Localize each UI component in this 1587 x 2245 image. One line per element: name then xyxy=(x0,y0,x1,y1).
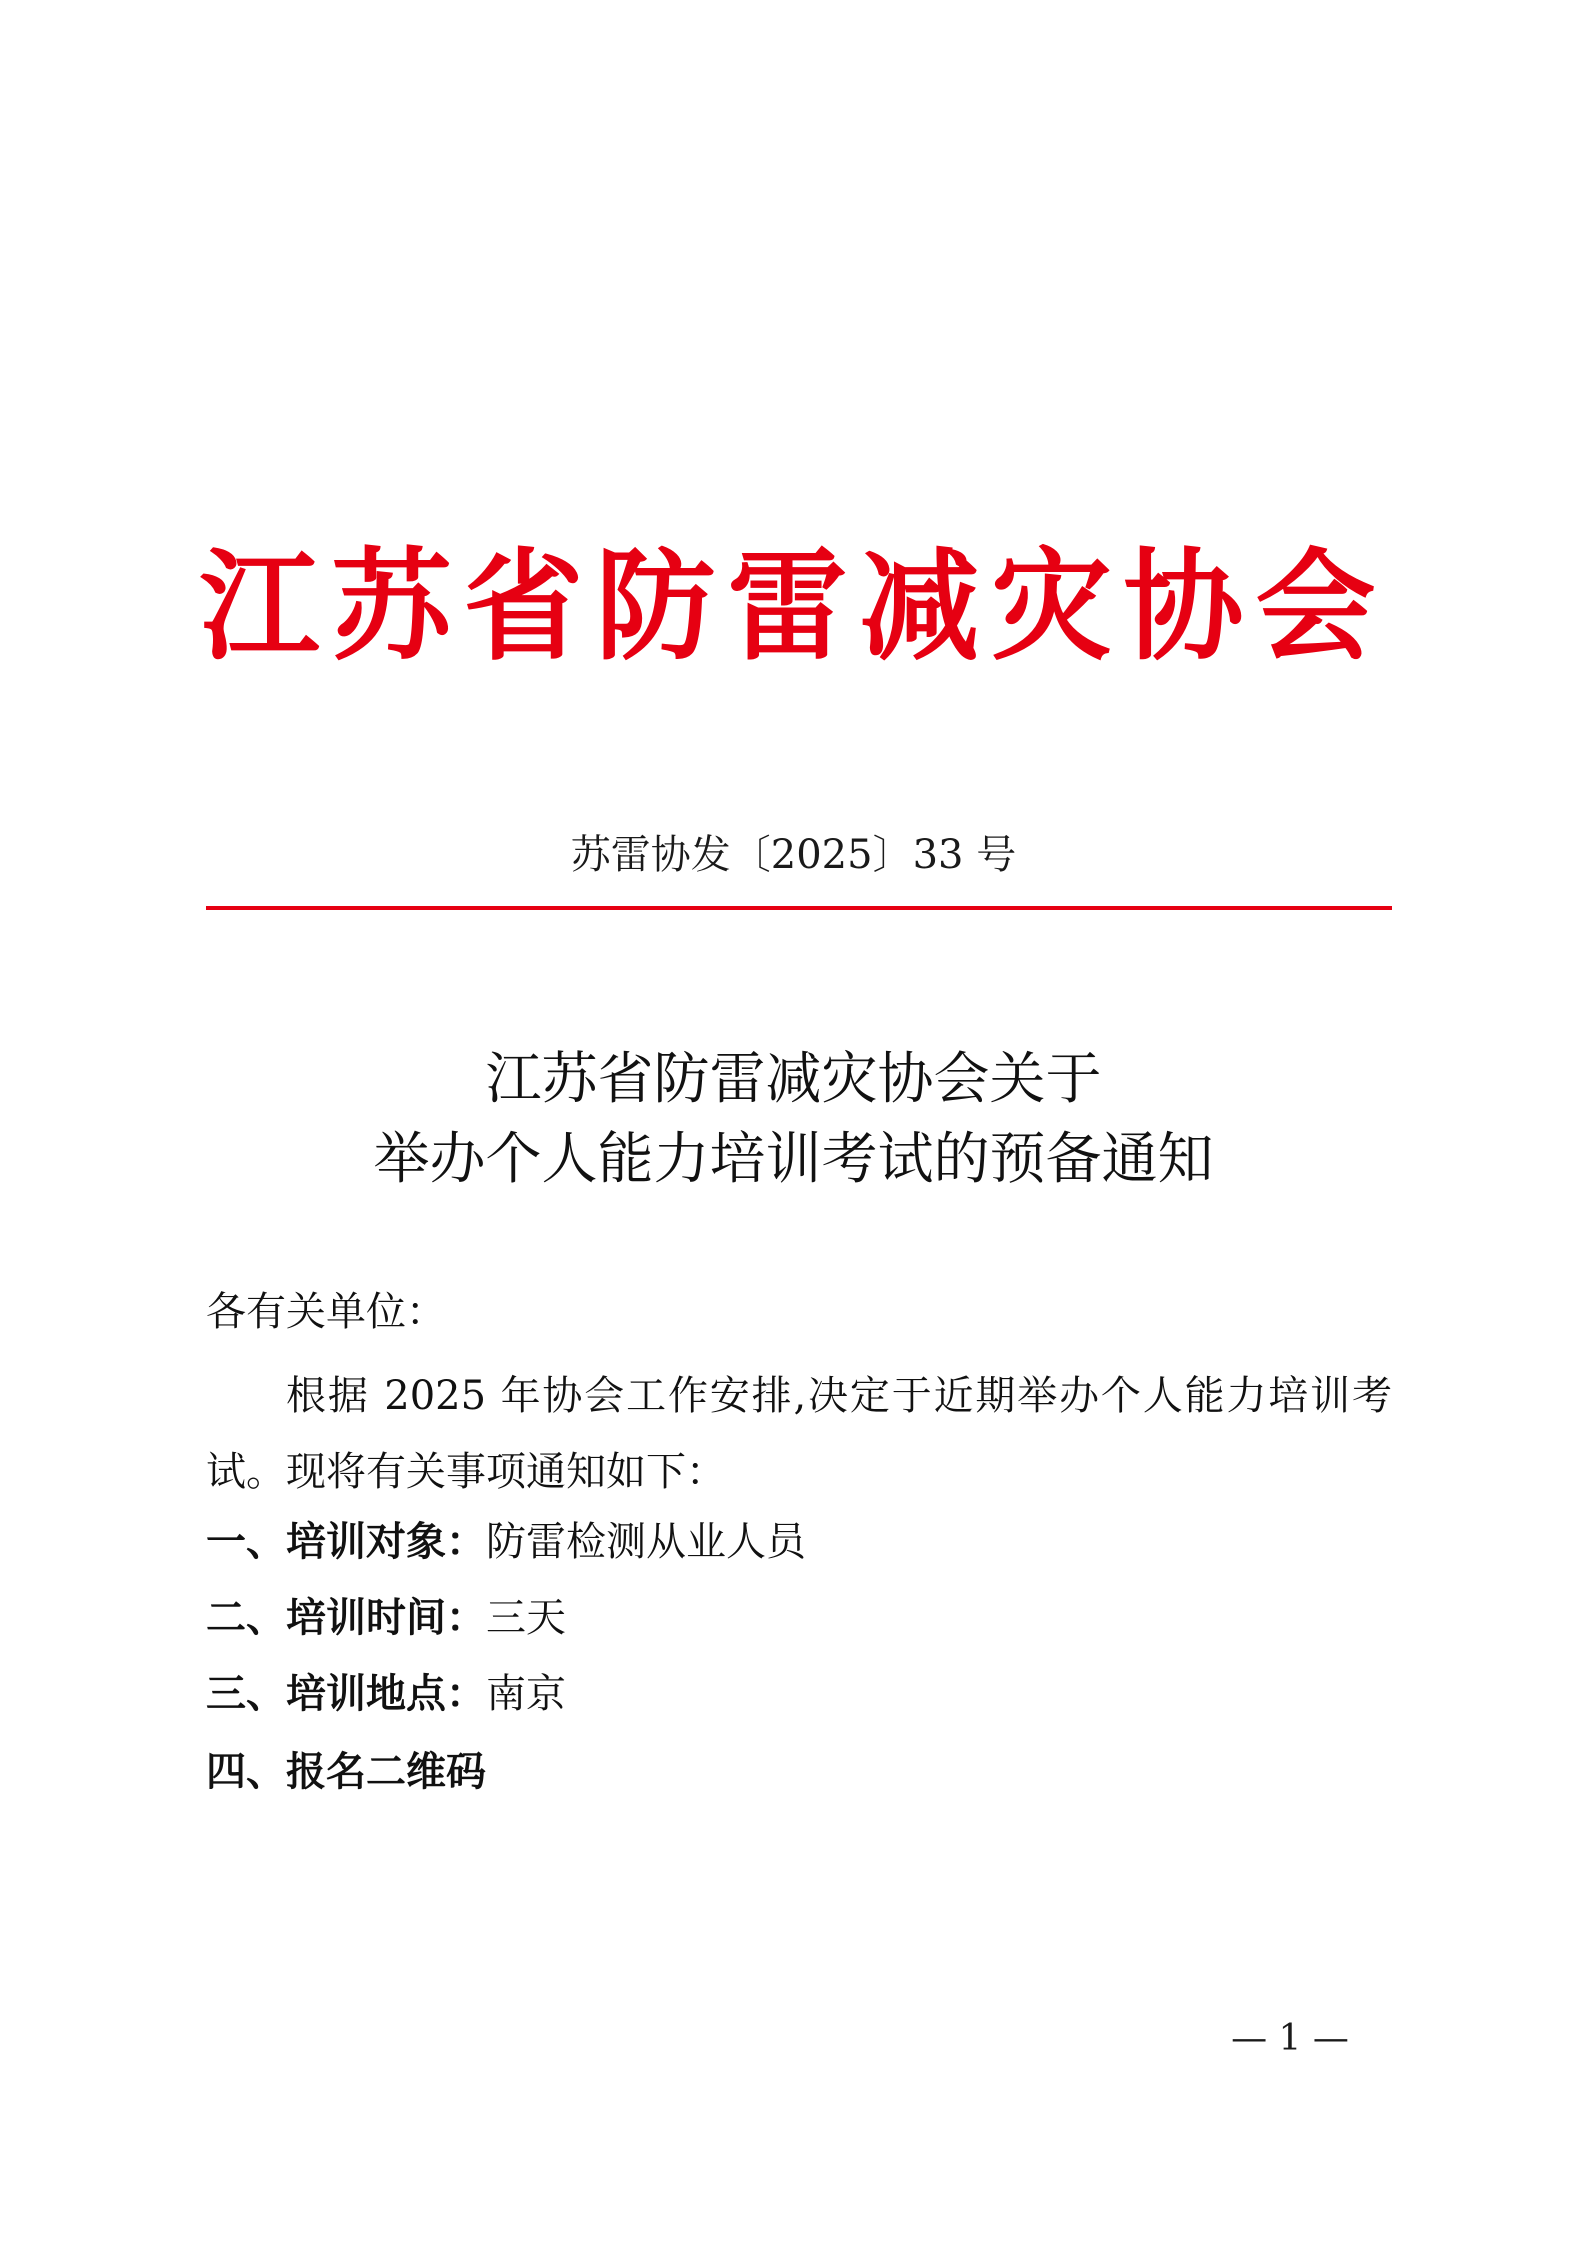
item-label: 一、培训对象： xyxy=(206,1519,486,1565)
intro-paragraph: 根据 2025 年协会工作安排,决定于近期举办个人能力培训考试。现将有关事项通知如下： xyxy=(206,1373,1392,1495)
salutation: 各有关单位： xyxy=(206,1289,446,1335)
item-training-time xyxy=(206,1588,1392,1648)
document-title-line-1: 江苏省防雷减灾协会关于 xyxy=(485,1047,1102,1112)
item-training-location xyxy=(206,1664,1392,1724)
document-title-line-2: 举办个人能力培训考试的预备通知 xyxy=(373,1127,1214,1192)
header-divider xyxy=(206,906,1392,910)
item-label: 二、培训时间： xyxy=(206,1595,486,1641)
document-number: 苏雷协发〔2025〕33 号 xyxy=(570,832,1017,878)
item-value: 南京 xyxy=(486,1671,566,1717)
item-training-target xyxy=(206,1512,1392,1572)
organization-header: 江苏省防雷减灾协会 xyxy=(199,538,1388,677)
item-value: 防雷检测从业人员 xyxy=(486,1519,806,1565)
page-number: — 1 — xyxy=(1231,2018,1349,2059)
item-label: 三、培训地点： xyxy=(206,1671,486,1717)
item-value: 三天 xyxy=(486,1595,566,1641)
item-registration-qr xyxy=(206,1742,1392,1802)
item-label: 四、报名二维码 xyxy=(206,1749,486,1795)
